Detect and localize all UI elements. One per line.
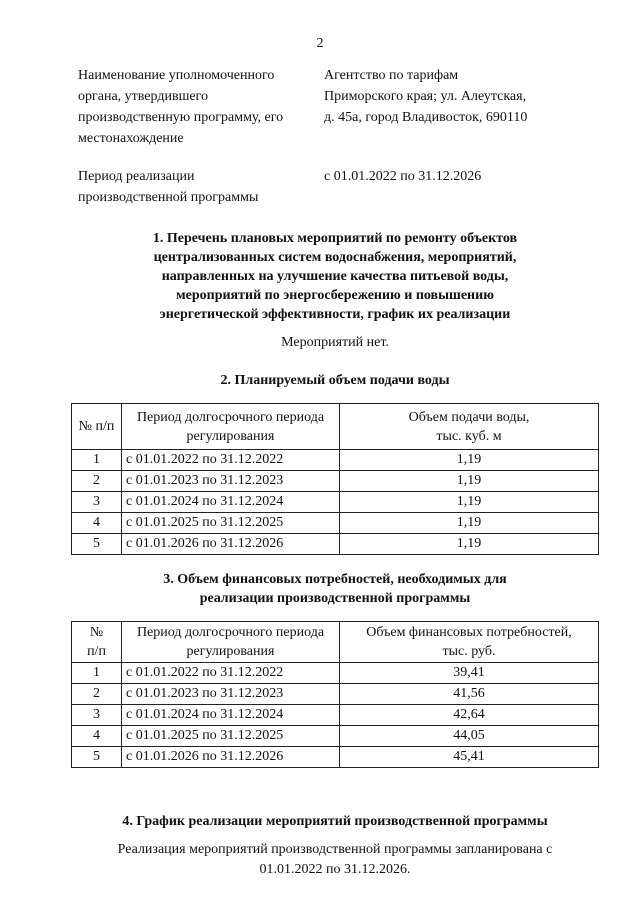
section3-title-line: реализации производственной программы [199,591,471,606]
row-period: с 01.01.2022 по 31.12.2022 [122,663,340,684]
row-value: 1,19 [340,492,599,513]
authority-label [78,65,313,149]
authority-label-line: органа, утвердившего [78,89,208,104]
section4-text-line: 01.01.2022 по 31.12.2026. [259,862,411,877]
period-label-line: производственной программы [78,190,259,205]
row-value: 1,19 [340,450,599,471]
header-period [122,404,340,450]
row-period: с 01.01.2023 по 31.12.2023 [122,471,340,492]
row-value: 1,19 [340,513,599,534]
header-period-line: регулирования [186,428,275,444]
table-row [72,726,599,747]
row-value: 42,64 [340,705,599,726]
row-num: 3 [72,705,122,726]
section1-title-line: мероприятий по энергосбережению и повышению [176,288,494,303]
table-row [72,450,599,471]
row-num: 4 [72,726,122,747]
financial-needs-table [71,621,599,768]
row-period: с 01.01.2022 по 31.12.2022 [122,450,340,471]
header-num-line: № [89,625,104,640]
row-num: 2 [72,471,122,492]
authority-label-line: местонахождение [78,131,184,146]
authority-value-line: Агентство по тарифам [324,68,459,83]
section1-text: Мероприятий нет. [281,335,389,350]
header-period-line: Период долгосрочного периода [136,625,325,640]
row-num: 1 [72,663,122,684]
table-row [72,747,599,768]
row-num: 3 [72,492,122,513]
row-period: с 01.01.2025 по 31.12.2025 [122,726,340,747]
section2-title: 2. Планируемый объем подачи воды [220,373,450,388]
authority-value [324,65,574,128]
water-volume-table [71,403,599,555]
section4-text [60,840,610,880]
header-value-line: Объем финансовых потребностей, [366,625,572,640]
table-header-row [72,622,599,663]
header-value-line: тыс. куб. м [436,428,502,444]
row-period: с 01.01.2026 по 31.12.2026 [122,747,340,768]
section3-title-line: 3. Объем финансовых потребностей, необходимых для [163,572,507,587]
table-row [72,684,599,705]
table-row [72,492,599,513]
row-period: с 01.01.2026 по 31.12.2026 [122,534,340,555]
row-value: 45,41 [340,747,599,768]
row-period: с 01.01.2023 по 31.12.2023 [122,684,340,705]
row-value: 41,56 [340,684,599,705]
authority-label-line: производственную программу, его [78,110,284,125]
section1-title-line: направленных на улучшение качества питьевой воды, [161,269,509,284]
header-value-line: тыс. руб. [442,644,496,659]
row-value: 39,41 [340,663,599,684]
header-num [72,622,122,663]
row-num: 4 [72,513,122,534]
header-period [122,622,340,663]
period-value: с 01.01.2022 по 31.12.2026 [324,169,482,184]
header-value [340,622,599,663]
authority-value-line: Приморского края; ул. Алеутская, [324,89,527,104]
header-period-line: регулирования [186,644,275,659]
table-row [72,534,599,555]
row-period: с 01.01.2024 по 31.12.2024 [122,492,340,513]
row-num: 1 [72,450,122,471]
page-number: 2 [316,36,324,51]
section3-title [70,570,600,608]
row-value: 44,05 [340,726,599,747]
row-period: с 01.01.2024 по 31.12.2024 [122,705,340,726]
authority-value-line: д. 45а, город Владивосток, 690110 [324,110,528,125]
table-row [72,705,599,726]
table-row [72,663,599,684]
header-num: № п/п [72,404,122,450]
header-num-line: п/п [87,644,106,659]
section1-title [70,229,600,324]
section1-title-line: 1. Перечень плановых мероприятий по ремонту объектов [152,231,518,246]
authority-label-line: Наименование уполномоченного [78,68,275,83]
row-num: 2 [72,684,122,705]
row-value: 1,19 [340,471,599,492]
table-header-row [72,404,599,450]
header-value-line: Объем подачи воды, [408,409,530,425]
section4-title: 4. График реализации мероприятий производственной программы [122,814,548,829]
row-num: 5 [72,534,122,555]
header-value [340,404,599,450]
period-label-line: Период реализации [78,169,195,184]
section1-title-line: централизованных систем водоснабжения, мероприятий, [153,250,517,265]
table-row [72,513,599,534]
period-label [78,166,313,208]
row-value: 1,19 [340,534,599,555]
section1-title-line: энергетической эффективности, график их реализации [159,307,511,322]
row-period: с 01.01.2025 по 31.12.2025 [122,513,340,534]
section4-text-line: Реализация мероприятий производственной программы запланирована с [117,842,553,857]
header-period-line: Период долгосрочного периода [136,409,325,425]
table-row [72,471,599,492]
row-num: 5 [72,747,122,768]
